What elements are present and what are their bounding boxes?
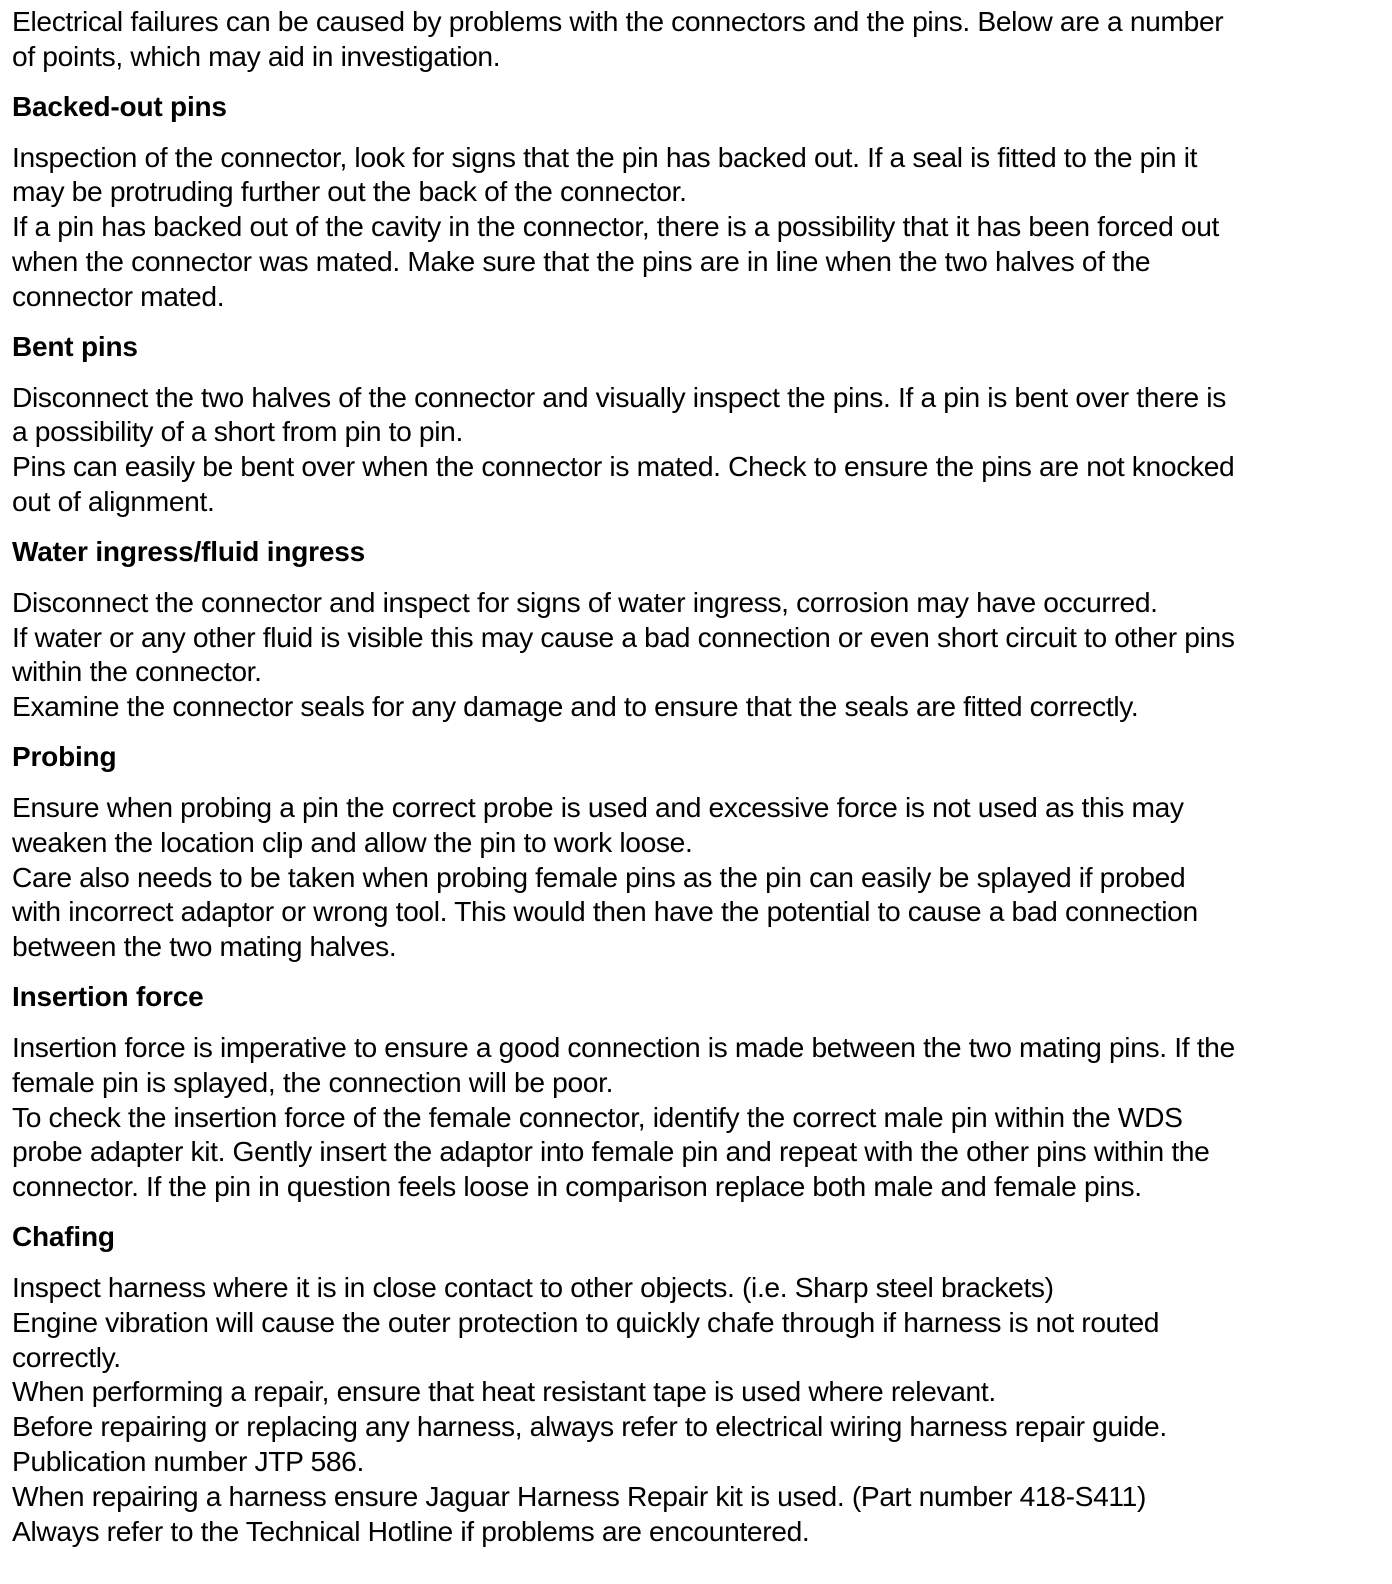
section-heading-insertion-force: Insertion force	[12, 980, 204, 1012]
section-body-probing	[12, 790, 1374, 964]
text-line: When repairing a harness ensure Jaguar Harness Repair kit is used. (Part number 418-S411)	[12, 1479, 1146, 1512]
text-line: Examine the connector seals for any damage and to ensure that the seals are fitted correctly.	[12, 690, 1139, 723]
text-line: out of alignment.	[12, 484, 215, 517]
text-line: within the connector.	[12, 655, 262, 688]
section-body-bent-pins	[12, 380, 1374, 519]
section-heading-chafing: Chafing	[12, 1220, 115, 1252]
text-line: may be protruding further out the back of the connector.	[12, 175, 687, 208]
text-line: Inspection of the connector, look for signs that the pin has backed out. If a seal is fitted to the pin it	[12, 140, 1198, 173]
text-line: with incorrect adaptor or wrong tool. This would then have the potential to cause a bad connection	[12, 895, 1198, 928]
text-line: Disconnect the two halves of the connector and visually inspect the pins. If a pin is bent over there is	[12, 380, 1226, 413]
section-heading-backed-out-pins: Backed-out pins	[12, 90, 227, 122]
text-line: a possibility of a short from pin to pin.	[12, 415, 463, 448]
section-body-insertion-force	[12, 1030, 1374, 1204]
text-line: If water or any other fluid is visible this may cause a bad connection or even short circuit to other pins	[12, 620, 1235, 653]
text-line: Ensure when probing a pin the correct probe is used and excessive force is not used as this may	[12, 790, 1184, 823]
text-line: when the connector was mated. Make sure that the pins are in line when the two halves of the	[12, 244, 1151, 277]
section-heading-water-ingress: Water ingress/fluid ingress	[12, 535, 365, 567]
text-line: Inspect harness where it is in close contact to other objects. (i.e. Sharp steel brackets)	[12, 1270, 1054, 1303]
text-line: Disconnect the connector and inspect for signs of water ingress, corrosion may have occurred.	[12, 585, 1158, 618]
text-line: female pin is splayed, the connection will be poor.	[12, 1065, 614, 1098]
section-heading-bent-pins: Bent pins	[12, 330, 138, 362]
text-line: connector mated.	[12, 279, 225, 312]
text-line: Electrical failures can be caused by problems with the connectors and the pins. Below are a number	[12, 5, 1224, 37]
text-line: To check the insertion force of the female connector, identify the correct male pin within the WDS	[12, 1100, 1183, 1133]
text-line: Publication number JTP 586.	[12, 1444, 364, 1477]
section-body-chafing	[12, 1270, 1374, 1548]
section-body-backed-out-pins	[12, 140, 1374, 314]
text-line: Care also needs to be taken when probing female pins as the pin can easily be splayed if probed	[12, 860, 1186, 893]
text-line: Before repairing or replacing any harness, always refer to electrical wiring harness repair guide.	[12, 1410, 1167, 1443]
text-line: weaken the location clip and allow the pin to work loose.	[12, 825, 693, 858]
text-line: If a pin has backed out of the cavity in the connector, there is a possibility that it has been forced out	[12, 210, 1220, 243]
text-line: When performing a repair, ensure that heat resistant tape is used where relevant.	[12, 1375, 996, 1408]
text-line: of points, which may aid in investigation.	[12, 39, 501, 72]
section-heading-probing: Probing	[12, 740, 117, 772]
text-line: connector. If the pin in question feels loose in comparison replace both male and female pins.	[12, 1170, 1142, 1203]
text-line: correctly.	[12, 1340, 121, 1373]
text-line: between the two mating halves.	[12, 930, 397, 963]
text-line: probe adapter kit. Gently insert the adaptor into female pin and repeat with the other pins within the	[12, 1135, 1210, 1168]
text-line: Always refer to the Technical Hotline if problems are encountered.	[12, 1514, 810, 1547]
text-line: Engine vibration will cause the outer protection to quickly chafe through if harness is not routed	[12, 1305, 1160, 1338]
text-line: Insertion force is imperative to ensure a good connection is made between the two mating pins. If the	[12, 1030, 1235, 1063]
intro-paragraph	[12, 4, 1374, 74]
text-line: Pins can easily be bent over when the connector is mated. Check to ensure the pins are not knocked	[12, 450, 1235, 483]
section-body-water-ingress	[12, 585, 1374, 724]
